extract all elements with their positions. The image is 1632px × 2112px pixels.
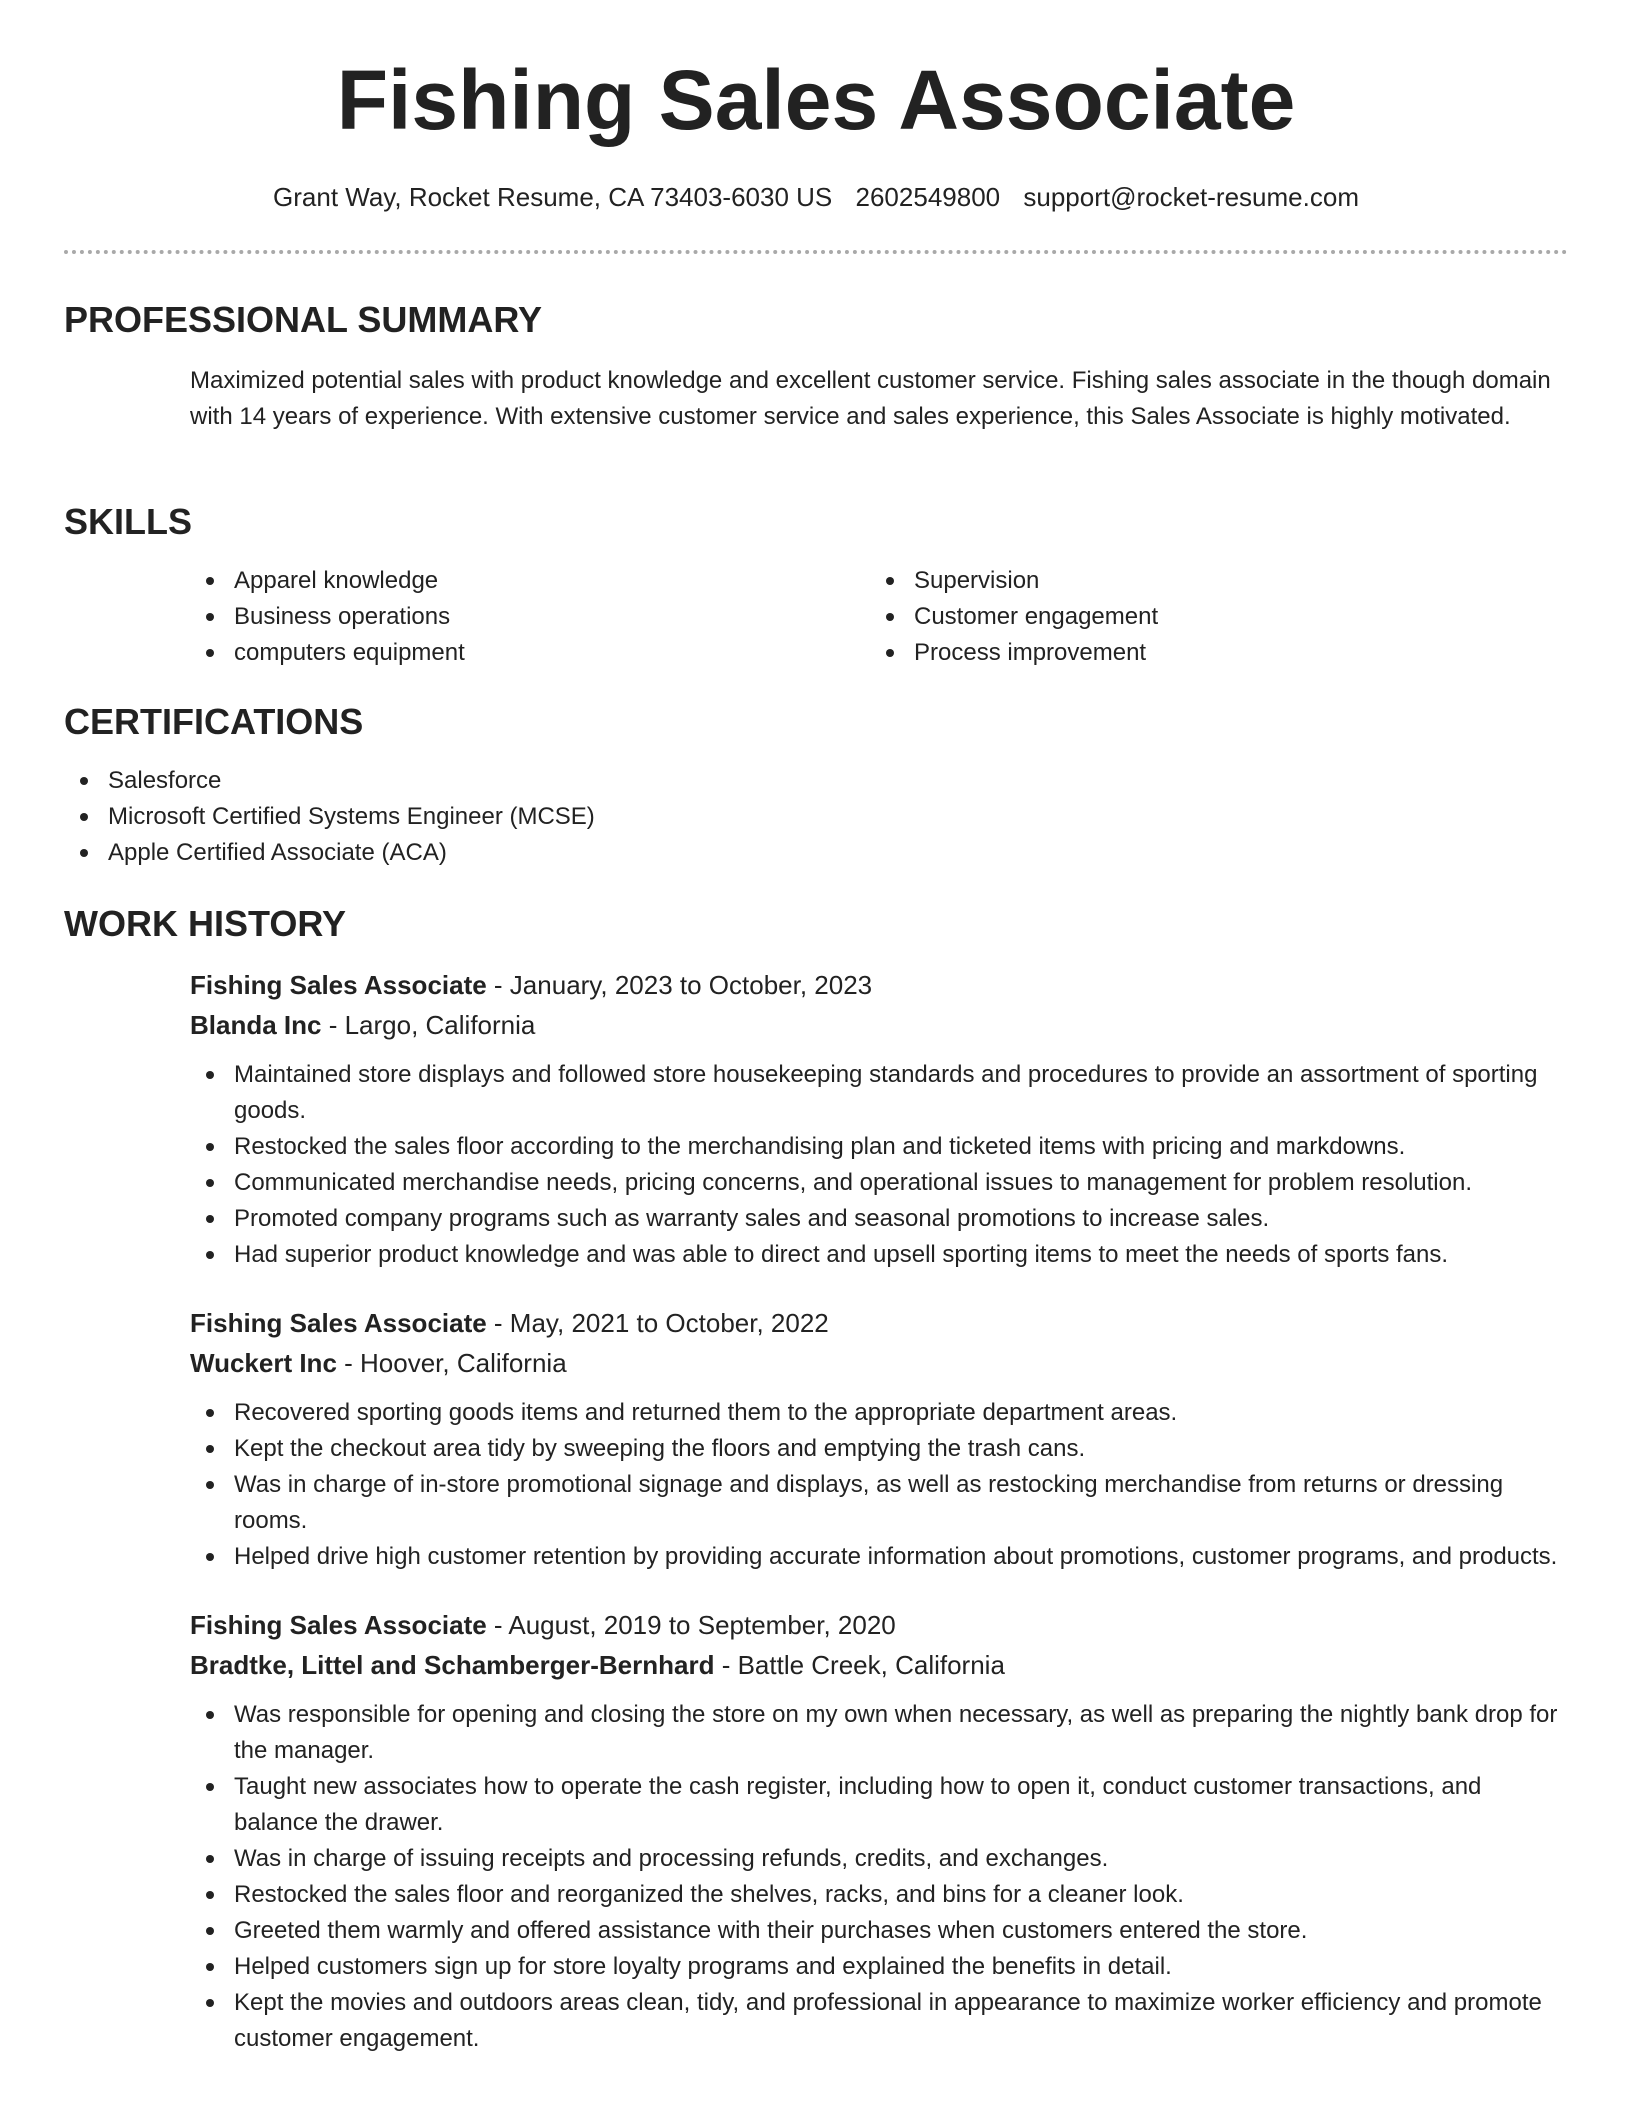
skills-column-right (870, 563, 1550, 671)
contact-phone: 2602549800 (855, 182, 1001, 212)
skills-heading: SKILLS (64, 501, 193, 542)
job-bullets (190, 1697, 1568, 2057)
job-bullet: Promoted company programs such as warranty sales and seasonal promotions to increase sales. (190, 1201, 1568, 1237)
certifications-list (64, 763, 1568, 871)
contact-address: Grant Way, Rocket Resume, CA 73403-6030 US (273, 182, 833, 212)
job-bullet: Was in charge of issuing receipts and processing refunds, credits, and exchanges. (190, 1841, 1568, 1877)
job-bullet: Kept the movies and outdoors areas clean, tidy, and professional in appearance to maximize worker efficiency and promote customer engagement. (190, 1985, 1568, 2057)
certifications-section (64, 700, 1568, 871)
job-bullet: Restocked the sales floor according to the merchandising plan and ticketed items with pricing and markdowns. (190, 1129, 1568, 1165)
certification-item: Salesforce (64, 763, 1568, 799)
header-divider (64, 250, 1568, 254)
job-company: Blanda Inc (190, 1010, 322, 1041)
summary-heading: PROFESSIONAL SUMMARY (64, 299, 543, 340)
work-history-section (64, 902, 1568, 2057)
job-bullet: Greeted them warmly and offered assistance with their purchases when customers entered the store. (190, 1913, 1568, 1949)
summary-text: Maximized potential sales with product knowledge and excellent customer service. Fishing sales associate in the though domain with 14 years of experience. With extensive customer service and sales experience, this Sales Associate is highly motivated. (190, 367, 1551, 431)
skill-item: Process improvement (870, 635, 1550, 671)
job-role: Fishing Sales Associate (190, 1308, 487, 1339)
skills-column-left (190, 563, 870, 671)
job-bullets (190, 1057, 1568, 1273)
job-dates: - January, 2023 to October, 2023 (486, 970, 873, 1001)
skill-item: computers equipment (190, 635, 870, 671)
job-title-line (190, 1605, 1568, 1645)
skills-section (64, 500, 1568, 671)
job-bullet: Maintained store displays and followed store housekeeping standards and procedures to provide an assortment of sporting goods. (190, 1057, 1568, 1129)
job-company-line (190, 1343, 1568, 1383)
job-bullet: Helped customers sign up for store loyalty programs and explained the benefits in detail. (190, 1949, 1568, 1985)
job-company-line (190, 1645, 1568, 1685)
skill-item: Supervision (870, 563, 1550, 599)
job-location: - Hoover, California (336, 1348, 567, 1379)
job-title-line (190, 965, 1568, 1005)
job-bullet: Communicated merchandise needs, pricing concerns, and operational issues to management for problem resolution. (190, 1165, 1568, 1201)
resume-title: Fishing Sales Associate (336, 53, 1296, 147)
skill-item: Business operations (190, 599, 870, 635)
job-company: Wuckert Inc (190, 1348, 337, 1379)
job-role: Fishing Sales Associate (190, 970, 487, 1001)
certifications-heading: CERTIFICATIONS (64, 701, 364, 742)
job-company: Bradtke, Littel and Schamberger-Bernhard (190, 1650, 715, 1681)
certification-item: Apple Certified Associate (ACA) (64, 835, 1568, 871)
work-history-heading: WORK HISTORY (64, 903, 347, 944)
job-dates: - May, 2021 to October, 2022 (486, 1308, 829, 1339)
job-bullet: Had superior product knowledge and was able to direct and upsell sporting items to meet the needs of sports fans. (190, 1237, 1568, 1273)
contact-email: support@rocket-resume.com (1023, 182, 1359, 212)
skill-item: Apparel knowledge (190, 563, 870, 599)
job-title-line (190, 1303, 1568, 1343)
job-bullets (190, 1395, 1568, 1575)
job-entry (190, 1303, 1568, 1575)
skills-grid (190, 563, 1568, 671)
job-role: Fishing Sales Associate (190, 1610, 487, 1641)
skill-item: Customer engagement (870, 599, 1550, 635)
job-dates: - August, 2019 to September, 2020 (486, 1610, 896, 1641)
job-bullet: Taught new associates how to operate the cash register, including how to open it, conduct customer transactions, and balance the drawer. (190, 1769, 1568, 1841)
job-bullet: Restocked the sales floor and reorganized the shelves, racks, and bins for a cleaner look. (190, 1877, 1568, 1913)
job-bullet: Helped drive high customer retention by providing accurate information about promotions, customer programs, and products. (190, 1539, 1568, 1575)
job-location: - Battle Creek, California (714, 1650, 1005, 1681)
certification-item: Microsoft Certified Systems Engineer (MCSE) (64, 799, 1568, 835)
job-company-line (190, 1005, 1568, 1045)
job-bullet: Recovered sporting goods items and returned them to the appropriate department areas. (190, 1395, 1568, 1431)
job-entry (190, 1605, 1568, 2057)
job-location: - Largo, California (321, 1010, 536, 1041)
summary-section (64, 298, 1568, 435)
job-bullet: Kept the checkout area tidy by sweeping the floors and emptying the trash cans. (190, 1431, 1568, 1467)
contact-line (0, 182, 1632, 213)
job-bullet: Was responsible for opening and closing the store on my own when necessary, as well as preparing the nightly bank drop for the manager. (190, 1697, 1568, 1769)
job-bullet: Was in charge of in-store promotional signage and displays, as well as restocking merchandise from returns or dressing rooms. (190, 1467, 1568, 1539)
job-entry (190, 965, 1568, 1273)
